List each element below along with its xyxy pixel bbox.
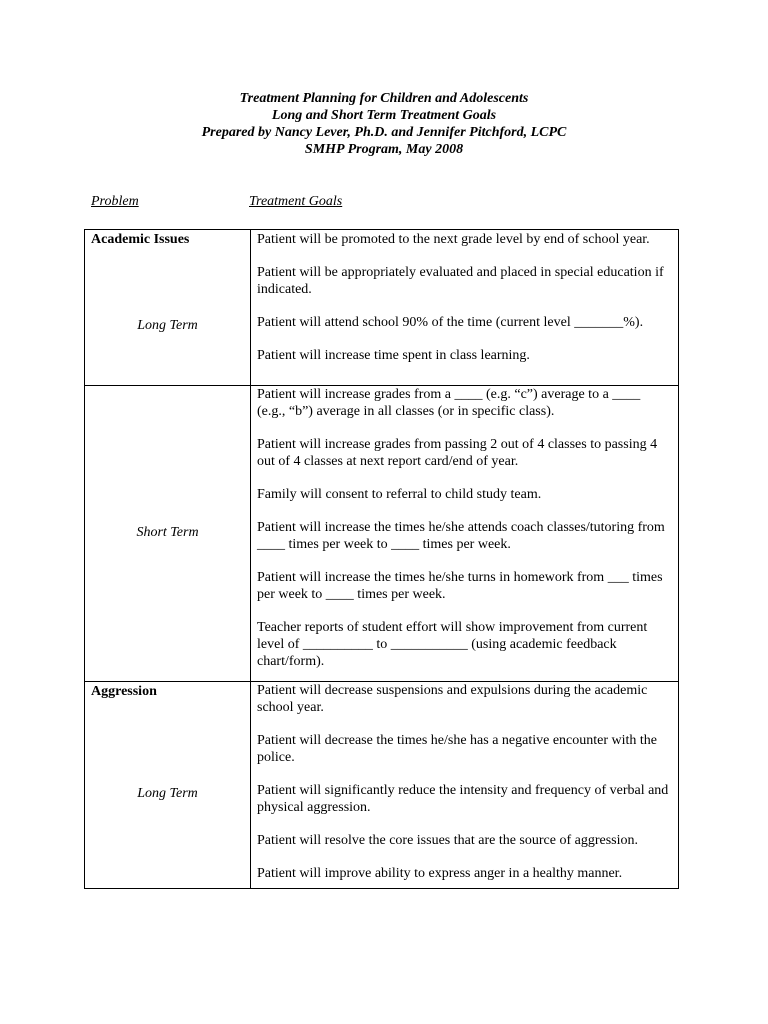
column-heading-treatment-goals: Treatment Goals: [249, 194, 343, 209]
table-row: [85, 682, 679, 889]
goal-item: Patient will attend school 90% of the time (current level _______%).: [257, 315, 644, 330]
goal-item: Patient will increase the times he/she attends coach classes/tutoring from ____ times per week to ____ times per week.: [257, 520, 665, 552]
goals-cell: [251, 230, 679, 386]
column-headings: [0, 194, 768, 214]
goal-item: Patient will decrease the times he/she has a negative encounter with the police.: [257, 733, 658, 765]
problem-title: Aggression: [91, 684, 157, 699]
goal-item: Patient will be appropriately evaluated and placed in special education if indicated.: [257, 265, 664, 297]
problem-title: [85, 386, 250, 387]
goal-item: Patient will improve ability to express anger in a healthy manner.: [257, 866, 623, 881]
document-header: [0, 90, 768, 158]
problem-cell: [85, 230, 251, 386]
goal-item: Patient will increase grades from a ____ (e.g. “c”) average to a ____ (e.g., “b”) average in all classes (or in specific class).: [257, 387, 641, 419]
term-label: Long Term: [137, 786, 198, 801]
header-subtitle: Long and Short Term Treatment Goals: [271, 108, 497, 123]
goal-item: Patient will significantly reduce the intensity and frequency of verbal and physical aggression.: [257, 783, 669, 815]
goal-item: Family will consent to referral to child study team.: [257, 487, 542, 502]
goal-item: Patient will decrease suspensions and expulsions during the academic school year.: [257, 683, 648, 715]
header-authors: Prepared by Nancy Lever, Ph.D. and Jennifer Pitchford, LCPC: [201, 125, 567, 140]
column-heading-problem: Problem: [91, 194, 139, 209]
header-program-date: SMHP Program, May 2008: [304, 142, 464, 157]
goal-item: Teacher reports of student effort will show improvement from current level of __________ to ___________ (using academic feedback chart/form).: [257, 620, 648, 669]
goals-cell: [251, 682, 679, 889]
goal-item: Patient will increase the times he/she turns in homework from ___ times per week to ____ times per week.: [257, 570, 663, 602]
problem-cell: [85, 386, 251, 682]
term-label: Short Term: [136, 525, 199, 540]
goal-item: Patient will resolve the core issues that are the source of aggression.: [257, 833, 638, 848]
problem-cell: [85, 682, 251, 889]
table-row: [85, 230, 679, 386]
goal-item: Patient will increase grades from passing 2 out of 4 classes to passing 4 out of 4 classes at next report card/end of year.: [257, 437, 658, 469]
goal-item: Patient will increase time spent in class learning.: [257, 348, 530, 363]
header-title: Treatment Planning for Children and Adolescents: [239, 91, 529, 106]
term-label: Long Term: [137, 318, 198, 333]
goals-cell: [251, 386, 679, 682]
goal-item: Patient will be promoted to the next grade level by end of school year.: [257, 232, 650, 247]
problem-title: Academic Issues: [91, 232, 190, 247]
treatment-goals-table: [84, 229, 679, 889]
table-row: [85, 386, 679, 682]
